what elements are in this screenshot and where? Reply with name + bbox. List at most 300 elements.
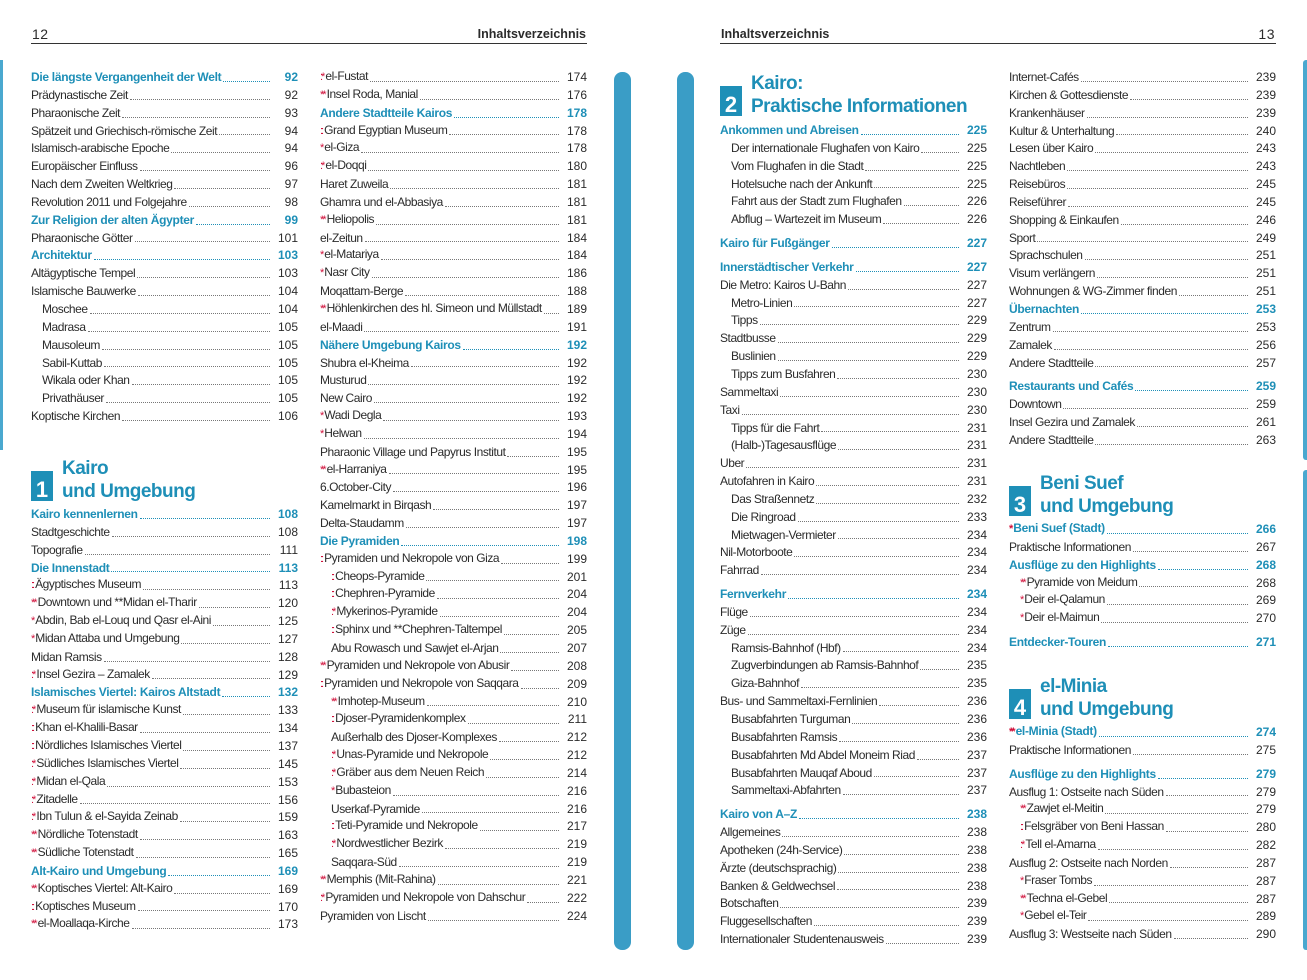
toc-entry-text: Wadi Degla xyxy=(324,408,382,423)
dot-leader xyxy=(420,99,559,100)
toc-page-number: 192 xyxy=(566,337,587,352)
toc-entry-title xyxy=(31,230,133,248)
dot-leader xyxy=(180,768,270,769)
toc-entry-title xyxy=(1009,539,1131,557)
toc-entry-title xyxy=(31,773,105,792)
toc-entry-text: Taxi xyxy=(720,402,740,417)
highlight-marker: ** xyxy=(1020,892,1025,905)
toc-entry xyxy=(31,809,298,827)
toc-entry-text: Islamische Bauwerke xyxy=(31,284,136,299)
toc-entry-title xyxy=(720,765,872,783)
toc-entry xyxy=(320,836,587,854)
dot-leader xyxy=(837,378,959,379)
dot-leader xyxy=(364,438,559,439)
toc-page-number: 216 xyxy=(566,801,587,816)
toc-entry-title xyxy=(1009,247,1083,265)
toc-entry xyxy=(720,211,987,229)
toc-page-number: 233 xyxy=(966,509,987,524)
toc-entry-text: el-Minia (Stadt) xyxy=(1015,724,1097,738)
dot-leader xyxy=(1105,813,1248,814)
toc-page-number: 178 xyxy=(566,141,587,156)
toc-entry-title xyxy=(320,533,399,551)
toc-section-heading xyxy=(31,560,298,578)
toc-entry xyxy=(320,604,587,622)
toc-entry xyxy=(1009,194,1276,212)
toc-entry-title xyxy=(320,871,436,890)
toc-entry xyxy=(320,551,587,569)
toc-entry-text: Imhotep-Museum xyxy=(337,693,425,708)
toc-section-heading xyxy=(31,247,298,265)
toc-entry xyxy=(31,390,298,408)
highlight-marker: :* xyxy=(31,793,35,806)
toc-entry-text: Fernverkehr xyxy=(720,587,787,602)
highlight-marker: :* xyxy=(331,766,335,779)
chapter-1-title xyxy=(62,457,195,503)
dot-leader xyxy=(438,884,559,885)
toc-entry xyxy=(720,330,987,348)
toc-entry xyxy=(31,105,298,123)
toc-page-number: 275 xyxy=(1255,742,1276,757)
toc-entry-title xyxy=(320,657,509,676)
highlight-marker: * xyxy=(320,249,323,262)
left-edge-marker xyxy=(0,60,3,450)
toc-entry-title xyxy=(320,264,370,283)
toc-page-number: 217 xyxy=(566,819,587,834)
toc-entry xyxy=(31,881,298,899)
toc-entry-text: Kairo für Fußgänger xyxy=(720,236,830,251)
toc-entry-text: Pyramide von Meidum xyxy=(1026,574,1138,589)
toc-page-number: 105 xyxy=(277,355,298,370)
dot-leader xyxy=(143,589,270,590)
toc-page-number: 245 xyxy=(1255,177,1276,192)
dot-leader xyxy=(1174,938,1248,939)
toc-entry-title xyxy=(320,355,409,373)
toc-page-number: 101 xyxy=(277,230,298,245)
toc-page-number: 238 xyxy=(966,825,987,840)
toc-entry-text: Kultur & Unterhaltung xyxy=(1009,123,1115,138)
highlight-marker: :: xyxy=(1020,821,1023,834)
toc-entry xyxy=(720,878,987,896)
toc-column-1a xyxy=(31,69,298,426)
toc-entry-title xyxy=(720,782,841,800)
toc-entry xyxy=(1009,539,1276,557)
toc-entry xyxy=(720,527,987,545)
toc-entry-title xyxy=(720,693,877,711)
highlight-marker: ** xyxy=(320,302,325,315)
dot-leader xyxy=(748,634,959,635)
toc-entry-text: Koptisches Museum xyxy=(35,898,136,913)
toc-entry xyxy=(320,801,587,819)
toc-page-number: 204 xyxy=(566,605,587,620)
toc-entry xyxy=(320,747,587,765)
dot-leader xyxy=(189,206,270,207)
dot-leader xyxy=(782,836,959,837)
toc-entry-title xyxy=(320,603,438,622)
right-page-header xyxy=(720,26,1276,44)
toc-entry xyxy=(1009,396,1276,414)
toc-entry-text: Vom Flughafen in die Stadt xyxy=(731,158,864,173)
toc-entry-title xyxy=(320,461,387,480)
dot-leader xyxy=(222,696,270,697)
dot-leader xyxy=(393,795,559,796)
toc-entry-title xyxy=(720,366,835,384)
left-page-tab-bar xyxy=(614,72,631,950)
toc-column-2 xyxy=(320,69,587,926)
highlight-marker: :: xyxy=(31,579,34,592)
toc-entry-text: el-Harraniya xyxy=(326,461,387,476)
toc-entry-title xyxy=(1009,926,1172,944)
toc-entry xyxy=(1009,742,1276,760)
toc-entry xyxy=(31,542,298,560)
dot-leader xyxy=(399,866,559,867)
toc-page-number: 222 xyxy=(566,890,587,905)
toc-entry-text: Alt-Kairo und Umgebung xyxy=(31,863,167,878)
dot-leader xyxy=(1037,241,1248,242)
toc-entry-text: Reisebüros xyxy=(1009,177,1066,192)
toc-entry-text: Wikala oder Khan xyxy=(42,373,130,388)
toc-entry xyxy=(31,613,298,631)
toc-page-number: 268 xyxy=(1255,557,1276,572)
toc-entry xyxy=(1009,337,1276,355)
dot-leader xyxy=(427,705,559,706)
toc-entry-text: el-Giza xyxy=(324,140,360,155)
toc-section-heading xyxy=(31,863,298,881)
toc-entry-text: Pharaonische Götter xyxy=(31,230,133,245)
dot-leader xyxy=(376,224,559,225)
toc-entry xyxy=(720,473,987,491)
dot-leader xyxy=(1133,551,1248,552)
toc-entry xyxy=(320,890,587,908)
chapter-4-number: 4 xyxy=(1009,689,1031,719)
toc-entry-text: Reiseführer xyxy=(1009,194,1067,209)
toc-entry-title xyxy=(31,791,78,810)
toc-page-number: 243 xyxy=(1255,159,1276,174)
toc-entry-title xyxy=(31,863,166,881)
toc-entry-title xyxy=(320,515,404,533)
dot-leader xyxy=(440,616,559,617)
highlight-marker: ** xyxy=(31,882,36,895)
toc-entry xyxy=(320,694,587,712)
toc-page-number: 181 xyxy=(566,177,587,192)
toc-page-number: 274 xyxy=(1255,725,1276,739)
toc-entry-title xyxy=(31,560,109,578)
toc-column-4a xyxy=(1009,69,1276,450)
toc-entry-text: Pyramiden und Nekropole von Giza xyxy=(324,550,500,565)
toc-section-heading xyxy=(31,684,298,702)
dot-leader xyxy=(174,893,270,894)
toc-entry xyxy=(1009,265,1276,283)
dot-leader xyxy=(1085,259,1248,260)
toc-page-number: 227 xyxy=(966,295,987,310)
toc-page-number: 282 xyxy=(1255,838,1276,853)
toc-entry xyxy=(31,408,298,426)
toc-entry-title xyxy=(1009,212,1119,230)
toc-entry xyxy=(720,420,987,438)
dot-leader xyxy=(393,491,559,492)
dot-leader xyxy=(152,678,270,679)
toc-entry-title xyxy=(1009,140,1093,158)
toc-entry-text: Pharaonic Village und Papyrus Institut xyxy=(320,444,506,459)
dot-leader xyxy=(364,331,559,332)
dot-leader xyxy=(865,170,959,171)
right-page-title: Inhaltsverzeichnis xyxy=(721,27,830,41)
toc-entry-text: Delta-Staudamm xyxy=(320,516,404,531)
toc-entry-text: Die längste Vergangenheit der Welt xyxy=(31,70,222,84)
toc-page-number: 174 xyxy=(566,70,587,84)
toc-section-heading xyxy=(320,105,587,123)
toc-entry-text: Ausflug 2: Ostseite nach Norden xyxy=(1009,855,1168,870)
dot-leader xyxy=(761,574,959,575)
toc-page-number: 198 xyxy=(566,533,587,548)
toc-page-number: 231 xyxy=(966,456,987,471)
left-page-header xyxy=(31,26,587,44)
toc-page-number: 224 xyxy=(566,908,587,923)
dot-leader xyxy=(838,449,959,450)
toc-page-number: 251 xyxy=(1255,248,1276,263)
toc-entry xyxy=(720,657,987,675)
dot-leader xyxy=(389,473,559,474)
dot-leader xyxy=(501,563,559,564)
toc-entry-text: Tell el-Amarna xyxy=(1025,837,1096,852)
toc-page-number: 216 xyxy=(566,783,587,798)
highlight-marker: :: xyxy=(320,677,323,690)
toc-page-number: 92 xyxy=(284,70,298,84)
toc-column-4c xyxy=(1009,724,1276,944)
toc-entry xyxy=(720,562,987,580)
toc-entry xyxy=(720,312,987,330)
toc-page-number: 236 xyxy=(966,712,987,726)
toc-entry-text: Das Straßennetz xyxy=(731,491,815,506)
dot-leader xyxy=(401,545,559,546)
toc-entry xyxy=(1009,87,1276,105)
highlight-marker: :: xyxy=(331,624,334,637)
toc-page-number: 169 xyxy=(277,881,298,896)
toc-entry-title xyxy=(1009,872,1092,891)
toc-entry xyxy=(31,916,298,934)
toc-entry-text: Banken & Geldwechsel xyxy=(720,878,836,893)
toc-entry-text: Nördliche Totenstadt xyxy=(37,827,138,842)
toc-section-heading xyxy=(720,259,987,277)
dot-leader xyxy=(521,688,559,689)
dot-leader xyxy=(1063,408,1248,409)
highlight-marker: :* xyxy=(31,757,35,770)
toc-section-heading xyxy=(1009,766,1276,784)
toc-entry xyxy=(31,631,298,649)
toc-entry-text: Madrasa xyxy=(42,319,86,334)
highlight-marker: ** xyxy=(31,829,36,842)
toc-entry xyxy=(320,462,587,480)
chapter-3-title-line2: und Umgebung xyxy=(1040,496,1174,517)
toc-entry-text: Shopping & Einkaufen xyxy=(1009,212,1119,227)
toc-entry-text: Pyramiden und Nekropole von Dahschur xyxy=(325,889,526,904)
toc-entry-title xyxy=(1009,520,1105,539)
toc-entry xyxy=(320,854,587,872)
toc-entry xyxy=(320,658,587,676)
toc-entry-title xyxy=(31,880,172,899)
toc-entry xyxy=(1009,432,1276,450)
toc-page-number: 225 xyxy=(966,140,987,155)
chapter-3-title-line1: Beni Suef xyxy=(1040,473,1124,494)
toc-page-number: 231 xyxy=(966,474,987,489)
toc-page-number: 165 xyxy=(277,846,298,861)
toc-entry-text: Zawjet el-Meitin xyxy=(1026,801,1104,816)
toc-entry xyxy=(31,899,298,917)
toc-page-number: 186 xyxy=(566,266,587,281)
toc-entry-title xyxy=(320,550,499,569)
toc-entry-title xyxy=(320,908,426,926)
highlight-marker: :* xyxy=(31,668,35,681)
right-edge-marker-top xyxy=(1303,60,1307,460)
toc-entry xyxy=(31,720,298,738)
dot-leader xyxy=(816,503,959,504)
dot-leader xyxy=(130,99,270,100)
toc-column-4b xyxy=(1009,521,1276,652)
toc-entry xyxy=(1009,123,1276,141)
toc-entry-text: Buslinien xyxy=(731,349,776,364)
toc-entry-text: Bubasteion xyxy=(335,782,391,797)
toc-entry-text: Felsgräber von Beni Hassan xyxy=(1024,819,1164,834)
toc-page-number: 235 xyxy=(966,676,987,691)
chapter-1-heading xyxy=(31,457,195,503)
toc-entry-title xyxy=(320,479,391,497)
toc-page-number: 103 xyxy=(277,266,298,281)
toc-entry xyxy=(720,295,987,313)
dot-leader xyxy=(839,741,959,742)
toc-entry xyxy=(720,277,987,295)
dot-leader xyxy=(799,818,959,819)
toc-page-number: 234 xyxy=(966,563,987,578)
toc-page-number: 96 xyxy=(284,159,298,174)
toc-entry-title xyxy=(720,842,842,860)
highlight-marker: * xyxy=(320,267,323,280)
toc-page-number: 212 xyxy=(566,748,587,763)
toc-entry-title xyxy=(720,544,792,562)
highlight-marker: :: xyxy=(320,124,323,137)
dot-leader xyxy=(463,349,559,350)
dot-leader xyxy=(140,839,270,840)
dot-leader xyxy=(183,750,270,751)
highlight-marker: :* xyxy=(31,704,35,717)
toc-entry-text: Busabfahrten Turguman xyxy=(731,712,851,726)
dot-leader xyxy=(883,223,959,224)
highlight-marker: * xyxy=(331,784,334,797)
chapter-2-title-line2: Praktische Informationen xyxy=(751,96,968,117)
toc-entry-title xyxy=(320,693,425,712)
toc-entry-title xyxy=(320,710,466,729)
toc-page-number: 219 xyxy=(566,837,587,852)
dot-leader xyxy=(1081,81,1248,82)
toc-entry-text: Spätzeit und Griechisch-römische Zeit xyxy=(31,123,218,138)
toc-page-number: 98 xyxy=(284,194,298,209)
toc-page-number: 234 xyxy=(966,545,987,560)
toc-entry-text: el-Matariya xyxy=(324,247,379,262)
toc-entry-text: Helwan xyxy=(324,425,362,440)
toc-entry xyxy=(31,337,298,355)
dot-leader xyxy=(1166,831,1248,832)
toc-entry xyxy=(320,140,587,158)
toc-entry-title xyxy=(320,889,525,908)
toc-page-number: 210 xyxy=(566,694,587,709)
toc-entry-title xyxy=(31,301,88,319)
dot-leader xyxy=(368,384,559,385)
toc-page-number: 257 xyxy=(1255,355,1276,370)
highlight-marker: ** xyxy=(1020,576,1025,589)
dot-leader xyxy=(798,521,959,522)
toc-entry-text: Topografie xyxy=(31,542,83,557)
toc-entry xyxy=(1009,819,1276,837)
dot-leader xyxy=(500,652,559,653)
toc-page-number: 196 xyxy=(566,480,587,495)
toc-entry-title xyxy=(320,585,435,604)
toc-entry-title xyxy=(31,594,197,613)
toc-page-number: 225 xyxy=(966,123,987,137)
dot-leader xyxy=(852,723,959,724)
toc-entry-text: Techna el-Gebel xyxy=(1026,890,1108,905)
toc-page-number: 280 xyxy=(1255,820,1276,835)
toc-entry xyxy=(720,509,987,527)
toc-entry-title xyxy=(1009,800,1103,819)
highlight-marker: :* xyxy=(331,606,335,619)
toc-entry-title xyxy=(720,657,918,675)
toc-entry-text: Ausflüge zu den Highlights xyxy=(1009,766,1156,781)
dot-leader xyxy=(480,830,559,831)
toc-entry-text: el-Zeitun xyxy=(320,230,363,245)
toc-entry-title xyxy=(1009,723,1097,742)
chapter-1-number: 1 xyxy=(31,471,53,501)
toc-page-number: 195 xyxy=(566,462,587,477)
toc-entry xyxy=(1009,908,1276,926)
toc-entry xyxy=(320,622,587,640)
dot-leader xyxy=(365,241,559,242)
toc-page-number: 231 xyxy=(966,438,987,453)
toc-entry-title xyxy=(1009,319,1051,337)
toc-page-number: 99 xyxy=(284,212,298,227)
toc-entry-title xyxy=(720,860,836,878)
toc-entry-title xyxy=(320,407,381,426)
toc-entry-text: Außerhalb des Djoser-Komplexes xyxy=(331,730,497,745)
highlight-marker: :: xyxy=(320,552,323,565)
dot-leader xyxy=(848,289,959,290)
toc-page-number: 111 xyxy=(279,542,298,557)
toc-entry-title xyxy=(720,455,744,473)
toc-column-1b xyxy=(31,506,298,934)
toc-entry xyxy=(1009,69,1276,87)
toc-entry-title xyxy=(31,524,110,542)
toc-page-number: 163 xyxy=(277,828,298,843)
toc-page-number: 227 xyxy=(966,259,987,274)
toc-entry-text: Nähere Umgebung Kairos xyxy=(320,337,461,352)
toc-entry xyxy=(320,444,587,462)
dot-leader xyxy=(1088,920,1248,921)
toc-entry-text: el-Moallaqa-Kirche xyxy=(37,916,130,931)
dot-leader xyxy=(1068,206,1248,207)
dot-leader xyxy=(788,598,959,599)
toc-entry xyxy=(31,577,298,595)
toc-page-number: 227 xyxy=(966,277,987,292)
toc-entry-title xyxy=(31,319,86,337)
toc-page-number: 184 xyxy=(566,248,587,263)
toc-entry xyxy=(320,319,587,337)
toc-page-number: 238 xyxy=(966,842,987,857)
dot-leader xyxy=(746,467,959,468)
dot-leader xyxy=(1121,224,1248,225)
toc-entry-text: Deir el-Qalamun xyxy=(1024,592,1105,607)
toc-page-number: 238 xyxy=(966,878,987,893)
toc-section-heading xyxy=(1009,634,1276,652)
dot-leader xyxy=(1158,778,1248,779)
toc-entry-text: Pyramiden von Lischt xyxy=(320,908,426,923)
highlight-marker: :: xyxy=(31,722,34,735)
